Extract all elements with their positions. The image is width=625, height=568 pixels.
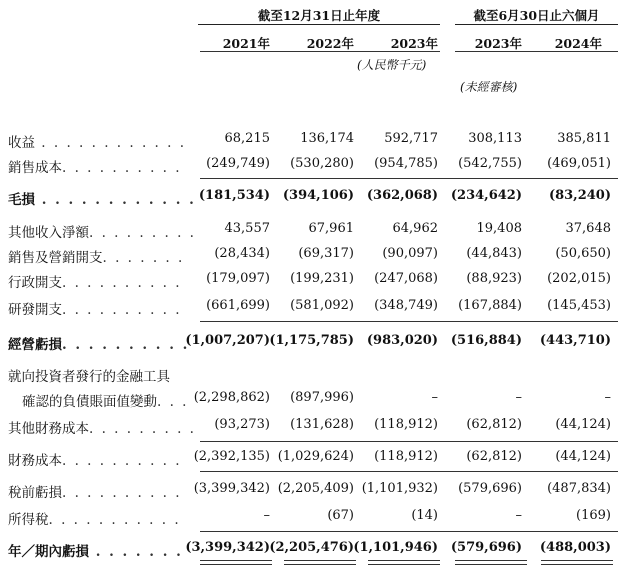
- subtotal-rule-finance: [200, 441, 618, 442]
- cell-rd-expenses-2024-6m: (145,453): [547, 298, 611, 313]
- cell-finance-costs-2021: (2,392,135): [193, 449, 270, 464]
- cell-selling-expenses-2023-6m: (44,843): [466, 246, 522, 261]
- subtotal-rule-pretax: [200, 471, 618, 472]
- cell-finance-costs-2022: (1,029,624): [277, 449, 354, 464]
- total-double-rule-2021: [200, 560, 272, 565]
- row-label-revenue: 收益 . . . . . . . . . . . .: [8, 135, 186, 151]
- cell-admin-expenses-2022: (199,231): [290, 271, 354, 286]
- cell-revenue-2022: 136,174: [300, 131, 354, 146]
- cell-cost-of-sales-2023-fy: (954,785): [374, 156, 438, 171]
- year-header-2024-6m: 2024年: [554, 36, 602, 51]
- subtotal-rule-net: [200, 531, 618, 532]
- row-label-gross-loss: 毛損 . . . . . . . . . . . .: [8, 192, 196, 208]
- cell-selling-expenses-2023-fy: (90,097): [382, 246, 438, 261]
- cell-loss-before-tax-2023-6m: (579,696): [458, 481, 522, 496]
- cell-gross-loss-2021: (181,534): [198, 188, 270, 203]
- row-label-net-loss: 年／期內虧損 . . . . . . .: [8, 544, 183, 560]
- cell-net-loss-2023-fy: (1,101,946): [353, 540, 438, 555]
- cell-liability-change-2022: (897,996): [290, 390, 354, 405]
- cell-net-loss-2021: (3,399,342): [185, 540, 270, 555]
- row-label-financial-instruments-line1: 就向投資者發行的金融工具: [8, 369, 170, 385]
- row-label-cost-of-sales: 銷售成本. . . . . . . . . .: [8, 160, 182, 176]
- cell-loss-before-tax-2021: (3,399,342): [193, 481, 270, 496]
- subtotal-rule-gross: [200, 178, 618, 179]
- cell-finance-costs-2023-6m: (62,812): [466, 449, 522, 464]
- cell-revenue-2023-fy: 592,717: [384, 131, 438, 146]
- cell-income-tax-2023-fy: (14): [411, 508, 438, 523]
- cell-loss-before-tax-2022: (2,205,409): [277, 481, 354, 496]
- cell-income-tax-2023-6m: –: [515, 508, 522, 523]
- cell-other-income-2021: 43,557: [224, 221, 270, 236]
- year-header-2022: 2022年: [306, 36, 354, 51]
- cell-rd-expenses-2023-fy: (348,749): [374, 298, 438, 313]
- year-header-2023-fy: 2023年: [390, 36, 438, 51]
- cell-selling-expenses-2024-6m: (50,650): [555, 246, 611, 261]
- cell-rd-expenses-2023-6m: (167,884): [458, 298, 522, 313]
- cell-other-finance-costs-2023-fy: (118,912): [374, 417, 438, 432]
- cell-revenue-2021: 68,215: [224, 131, 270, 146]
- cell-cost-of-sales-2021: (249,749): [206, 156, 270, 171]
- unaudited-label: (未經審核): [460, 80, 518, 94]
- cell-operating-loss-2021: (1,007,207): [185, 333, 270, 348]
- total-double-rule-2024-6m: [541, 560, 613, 565]
- row-label-finance-costs: 財務成本. . . . . . . . . .: [8, 453, 182, 469]
- cell-cost-of-sales-2022: (530,280): [290, 156, 354, 171]
- group-header-six-months: 截至6月30日止六個月: [473, 8, 600, 23]
- cell-other-income-2024-6m: 37,648: [565, 221, 611, 236]
- cell-liability-change-2024-6m: –: [604, 390, 611, 405]
- row-label-admin-expenses: 行政開支. . . . . . . . . .: [8, 275, 182, 291]
- cell-other-finance-costs-2021: (93,273): [214, 417, 270, 432]
- cell-net-loss-2023-6m: (579,696): [450, 540, 522, 555]
- cell-income-tax-2024-6m: (169): [576, 508, 611, 523]
- cell-cost-of-sales-2024-6m: (469,051): [547, 156, 611, 171]
- cell-other-finance-costs-2022: (131,628): [290, 417, 354, 432]
- cell-liability-change-2023-6m: –: [515, 390, 522, 405]
- cell-operating-loss-2022: (1,175,785): [269, 333, 354, 348]
- cell-finance-costs-2024-6m: (44,124): [555, 449, 611, 464]
- cell-net-loss-2024-6m: (488,003): [539, 540, 611, 555]
- group-header-six-months-rule: [455, 24, 618, 25]
- subtotal-rule-operating: [200, 321, 618, 322]
- row-label-selling-expenses: 銷售及營銷開支. . . . . . .: [8, 250, 185, 266]
- year-header-underline-6m: [455, 51, 618, 52]
- group-header-fiscal-year: 截至12月31日止年度: [257, 8, 381, 23]
- cell-gross-loss-2023-6m: (234,642): [450, 188, 522, 203]
- cell-admin-expenses-2023-6m: (88,923): [466, 271, 522, 286]
- cell-operating-loss-2024-6m: (443,710): [539, 333, 611, 348]
- row-label-operating-loss: 經營虧損. . . . . . . . . .: [8, 337, 190, 353]
- year-header-underline: [200, 51, 440, 52]
- cell-other-income-2023-6m: 19,408: [476, 221, 522, 236]
- year-header-2021: 2021年: [222, 36, 270, 51]
- total-double-rule-2023-fy: [368, 560, 440, 565]
- cell-admin-expenses-2024-6m: (202,015): [547, 271, 611, 286]
- row-label-income-tax: 所得稅. . . . . . . . . . .: [8, 512, 181, 528]
- cell-income-tax-2022: (67): [327, 508, 354, 523]
- cell-operating-loss-2023-6m: (516,884): [450, 333, 522, 348]
- cell-loss-before-tax-2024-6m: (487,834): [547, 481, 611, 496]
- cell-revenue-2024-6m: 385,811: [557, 131, 611, 146]
- cell-finance-costs-2023-fy: (118,912): [374, 449, 438, 464]
- cell-other-finance-costs-2024-6m: (44,124): [555, 417, 611, 432]
- cell-other-finance-costs-2023-6m: (62,812): [466, 417, 522, 432]
- cell-income-tax-2021: –: [263, 508, 270, 523]
- row-label-liability-change: 確認的負債賬面值變動. . .: [22, 394, 189, 410]
- cell-revenue-2023-6m: 308,113: [468, 131, 522, 146]
- cell-admin-expenses-2023-fy: (247,068): [374, 271, 438, 286]
- cell-liability-change-2023-fy: –: [431, 390, 438, 405]
- cell-gross-loss-2022: (394,106): [282, 188, 354, 203]
- row-label-loss-before-tax: 稅前虧損. . . . . . . . . .: [8, 485, 182, 501]
- year-header-2023-6m: 2023年: [474, 36, 522, 51]
- cell-cost-of-sales-2023-6m: (542,755): [458, 156, 522, 171]
- row-label-other-income: 其他收入淨額. . . . . . . . .: [8, 225, 196, 241]
- cell-net-loss-2022: (2,205,476): [269, 540, 354, 555]
- cell-gross-loss-2024-6m: (83,240): [548, 188, 611, 203]
- group-header-fiscal-year-rule: [198, 24, 440, 25]
- total-double-rule-2022: [284, 560, 356, 565]
- cell-loss-before-tax-2023-fy: (1,101,932): [361, 481, 438, 496]
- total-double-rule-2023-6m: [455, 560, 527, 565]
- row-label-other-finance-costs: 其他財務成本. . . . . . . . .: [8, 421, 196, 437]
- currency-unit-label: (人民幣千元): [357, 58, 427, 72]
- cell-rd-expenses-2021: (661,699): [206, 298, 270, 313]
- row-label-rd-expenses: 研發開支. . . . . . . . . .: [8, 302, 182, 318]
- cell-operating-loss-2023-fy: (983,020): [366, 333, 438, 348]
- cell-gross-loss-2023-fy: (362,068): [366, 188, 438, 203]
- cell-other-income-2022: 67,961: [308, 221, 354, 236]
- cell-admin-expenses-2021: (179,097): [206, 271, 270, 286]
- cell-other-income-2023-fy: 64,962: [392, 221, 438, 236]
- cell-selling-expenses-2022: (69,317): [298, 246, 354, 261]
- cell-liability-change-2021: (2,298,862): [193, 390, 270, 405]
- cell-rd-expenses-2022: (581,092): [290, 298, 354, 313]
- cell-selling-expenses-2021: (28,434): [214, 246, 270, 261]
